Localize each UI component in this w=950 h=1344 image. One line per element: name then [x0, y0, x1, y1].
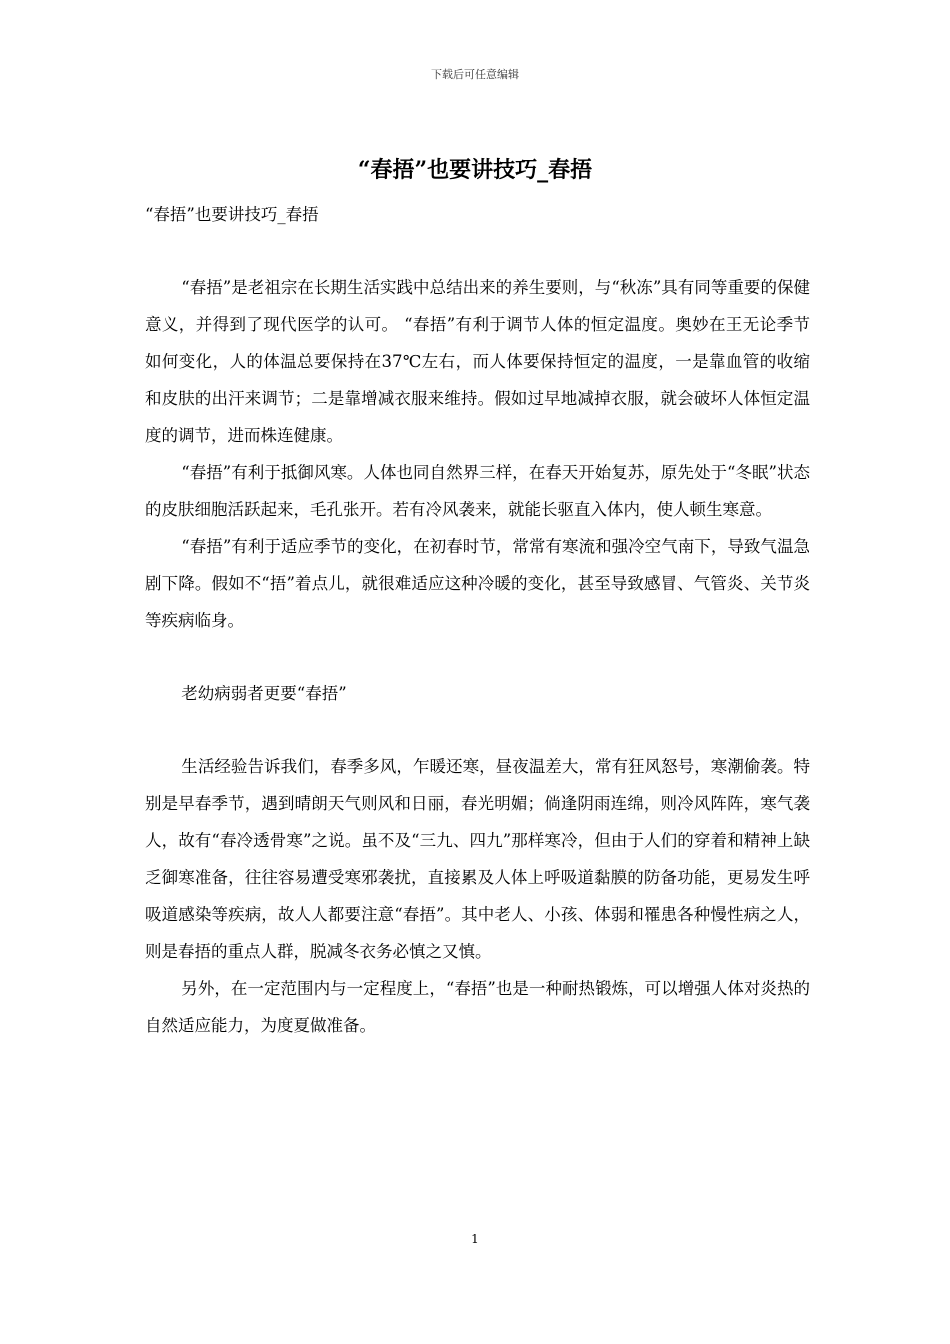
spacer — [145, 712, 810, 748]
spacer — [145, 639, 810, 675]
page-number: 1 — [471, 1232, 479, 1246]
paragraph: “春捂”有利于适应季节的变化，在初春时节，常常有寒流和强冷空气南下，导致气温急剧下降。假如不“捂”着点儿，就很难适应这种冷暖的变化，甚至导致感冒、气管炎、关节炎等疾病临身。 — [145, 537, 810, 630]
document-body — [145, 196, 810, 1044]
section-heading: 老幼病弱者更要“春捂” — [181, 684, 347, 703]
paragraph: 生活经验告诉我们，春季多风，乍暖还寒，昼夜温差大，常有狂风怒号，寒潮偷袭。特别是早春季节，遇到晴朗天气则风和日丽，春光明媚；倘逢阴雨连绵，则冷风阵阵，寒气袭人，故有“春冷透骨寒”之说。虽不及“三九、四九”那样寒冷，但由于人们的穿着和精神上缺乏御寒准备，往往容易遭受寒邪袭扰，直接累及人体上呼吸道黏膜的防备功能，更易发生呼吸道感染等疾病，故人人都要注意“春捂”。其中老人、小孩、体弱和罹患各种慢性病之人，则是春捂的重点人群，脱减冬衣务必慎之又慎。 — [145, 757, 810, 961]
paragraph: “春捂”有利于抵御风寒。人体也同自然界三样，在春天开始复苏，原先处于“冬眠”状态的皮肤细胞活跃起来，毛孔张开。若有冷风袭来，就能长驱直入体内，使人顿生寒意。 — [145, 463, 810, 519]
spacer — [145, 233, 810, 269]
header-note: 下载后可任意编辑 — [431, 68, 519, 81]
paragraph: 另外，在一定范围内与一定程度上，“春捂”也是一种耐热锻炼，可以增强人体对炎热的自然适应能力，为度夏做准备。 — [145, 979, 810, 1035]
paragraph: “春捂”是老祖宗在长期生活实践中总结出来的养生要则，与“秋冻”具有同等重要的保健意义，并得到了现代医学的认可。 “春捂”有利于调节人体的恒定温度。奥妙在王无论季节如何变化，人的体温总要保持在37℃左右，而人体要保持恒定的温度，一是靠血管的收缩和皮肤的出汗来调节；二是靠增减衣服来维持。假如过早地减掉衣服，就会破坏人体恒定温度的调节，进而株连健康。 — [145, 278, 810, 445]
document-title: “春捂”也要讲技巧_春捂 — [357, 157, 593, 183]
document-subtitle: “春捂”也要讲技巧_春捂 — [145, 205, 319, 224]
